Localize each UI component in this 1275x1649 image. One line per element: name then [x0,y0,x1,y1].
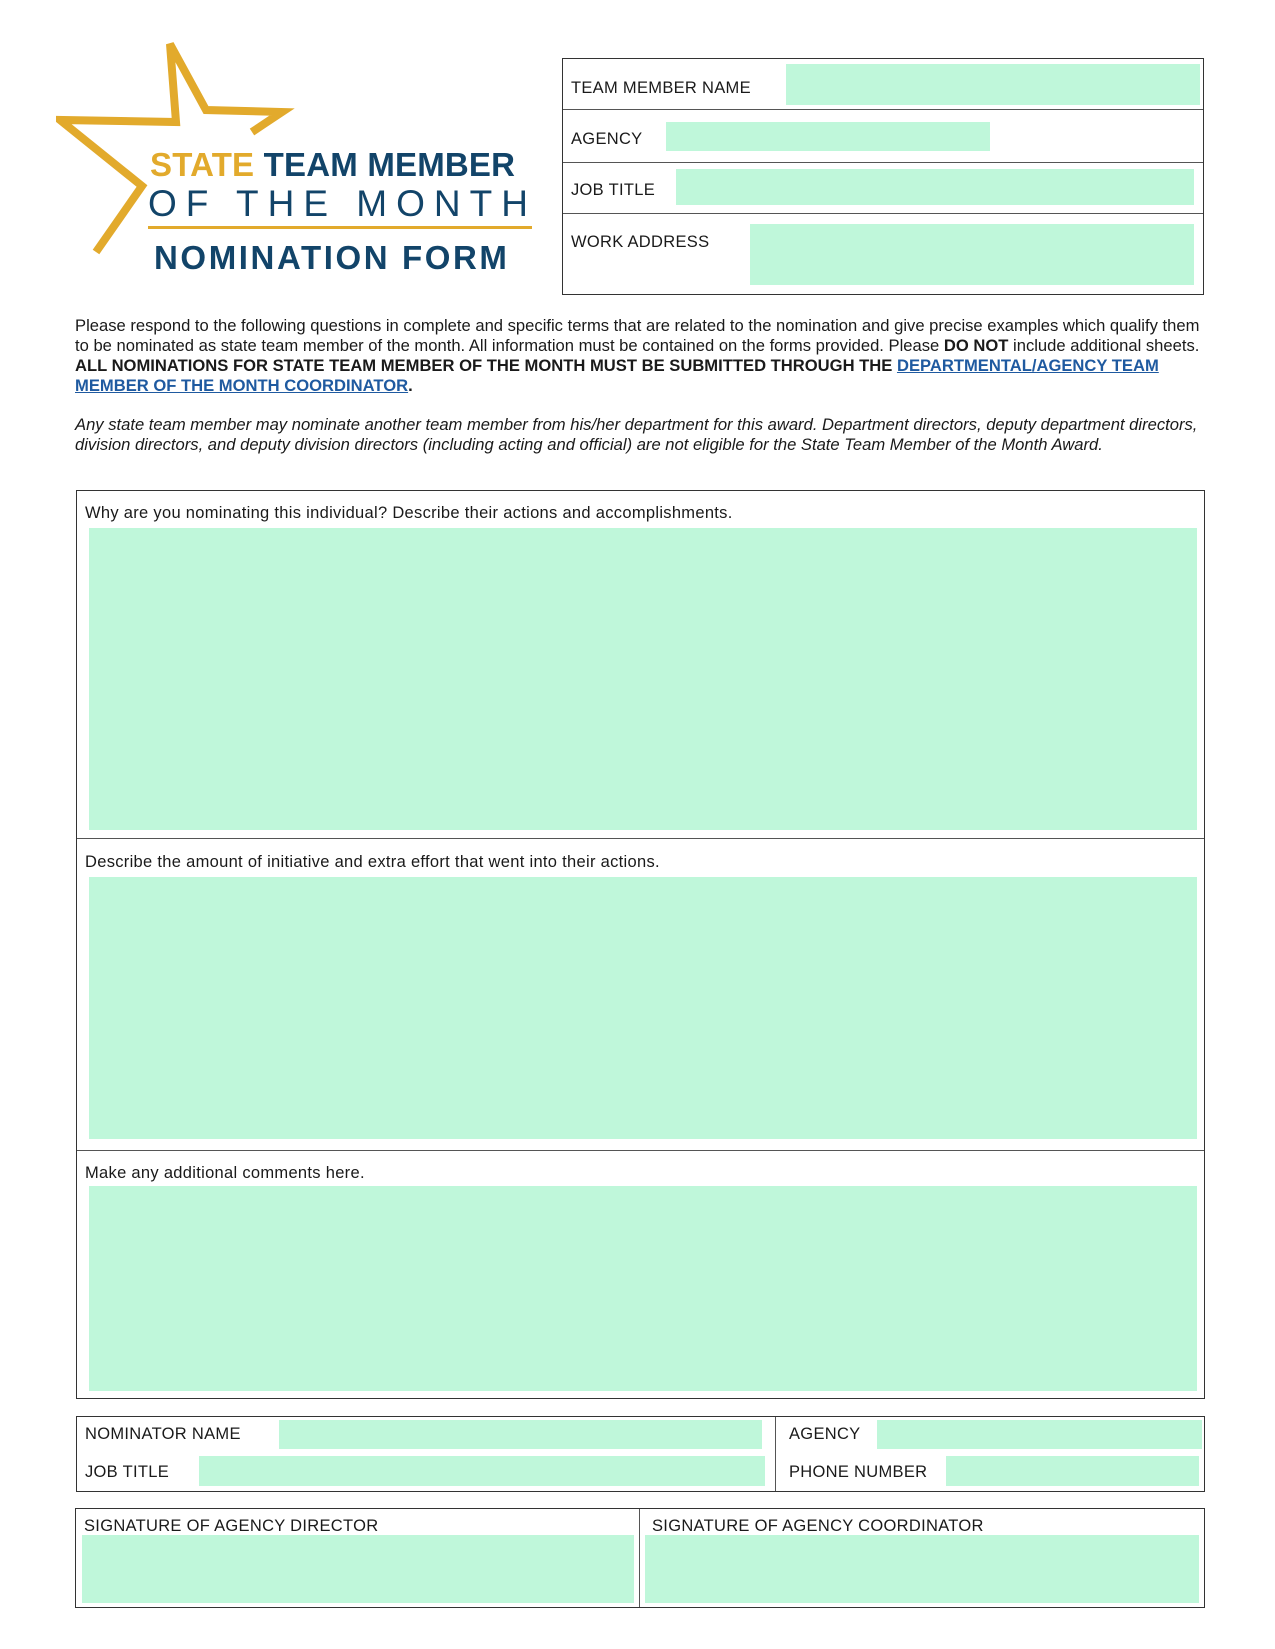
divider [77,838,1204,839]
instructions-text-2: include additional sheets. [1008,336,1200,355]
coordinator-signature-field[interactable] [645,1535,1199,1603]
logo-title-line3: NOMINATION FORM [154,239,510,276]
divider [639,1509,640,1607]
nominator-job-title-input[interactable] [199,1456,765,1486]
nominator-agency-input[interactable] [877,1420,1202,1449]
nominator-name-label: NOMINATOR NAME [85,1425,241,1443]
divider [77,1150,1204,1151]
agency-input[interactable] [666,122,990,151]
coordinator-link[interactable]: DEPARTMENTAL/AGENCY TEAM MEMBER OF THE MONTH COORDINATOR [75,356,1159,395]
director-signature-field[interactable] [82,1535,634,1603]
coordinator-signature-label: SIGNATURE OF AGENCY COORDINATOR [652,1517,984,1535]
phone-number-input[interactable] [946,1456,1199,1486]
team-member-name-label: TEAM MEMBER NAME [571,79,751,97]
logo-team-member-words: TEAM MEMBER [263,146,516,183]
team-member-name-input[interactable] [786,64,1200,105]
nominator-agency-label: AGENCY [789,1425,861,1443]
director-signature-label: SIGNATURE OF AGENCY DIRECTOR [84,1517,379,1535]
logo-title-line2: OF THE MONTH [148,183,537,224]
question-2-input[interactable] [89,877,1197,1139]
nominator-name-input[interactable] [279,1420,762,1449]
logo-state-word: STATE [150,146,255,183]
job-title-input[interactable] [676,169,1194,205]
divider [563,213,1203,214]
instructions-text: Please respond to the following questions in complete and specific terms that are related to the nomination and give precise examples which qualify them to be nominated as state team member of the month. All information must be contained on the forms provided. Please [75,316,1200,355]
instructions-paragraph [75,316,1210,396]
do-not-emphasis: DO NOT [943,336,1009,355]
nominator-job-title-label: JOB TITLE [85,1463,169,1481]
work-address-label: WORK ADDRESS [571,233,710,251]
logo-title-line1 [150,146,515,184]
divider [775,1417,776,1491]
job-title-label: JOB TITLE [571,181,655,199]
submission-notice: ALL NOMINATIONS FOR STATE TEAM MEMBER OF THE MONTH MUST BE SUBMITTED THROUGH THE [75,356,897,375]
question-2-label: Describe the amount of initiative and extra effort that went into their actions. [85,853,660,871]
divider [563,162,1203,163]
question-1-input[interactable] [89,528,1197,830]
logo-divider [148,226,532,229]
agency-label: AGENCY [571,130,643,148]
question-3-input[interactable] [89,1186,1197,1391]
phone-number-label: PHONE NUMBER [789,1463,928,1481]
notice-period: . [408,376,413,395]
eligibility-note: Any state team member may nominate another team member from his/her department for this award. Department directors, deputy department directors, division directors, and deputy division directors (including acting and official) are not eligible for the State Team Member of the Month Award. [75,415,1198,454]
question-1-label: Why are you nominating this individual? Describe their actions and accomplishments. [85,504,733,522]
question-3-label: Make any additional comments here. [85,1164,365,1182]
divider [563,109,1203,110]
work-address-input[interactable] [750,224,1194,285]
